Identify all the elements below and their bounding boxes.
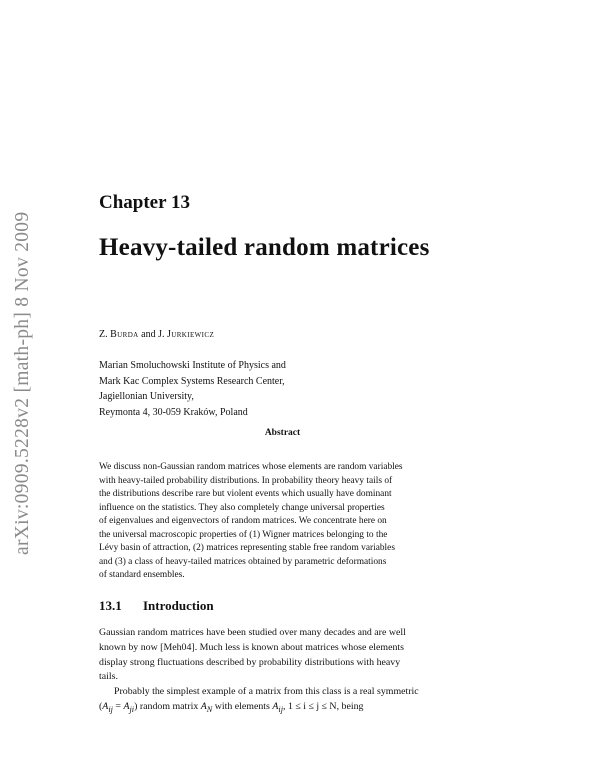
formula-subscript: ji (129, 704, 135, 714)
formula-subscript: ij (278, 704, 283, 714)
formula-text: = (112, 700, 124, 712)
formula-condition: , 1 ≤ i ≤ j ≤ N, (283, 700, 340, 712)
author-second-surname: Jurkiewicz (166, 329, 215, 340)
abstract-line: influence on the statistics. They also completely change universal properties (99, 502, 385, 513)
section-title: Introduction (143, 598, 214, 613)
intro-line: tails. (99, 671, 118, 683)
formula-symbol: A (200, 700, 207, 712)
abstract-line: of standard ensembles. (99, 570, 185, 580)
abstract-line: of eigenvalues and eigenvectors of random matrices. We concentrate here on (99, 516, 387, 526)
author-first-initial: Z. (99, 329, 108, 340)
introduction-body (99, 626, 466, 718)
intro-line: display strong fluctuations described by probability distributions with heavy (99, 656, 401, 668)
author-line (99, 329, 214, 340)
intro-line: Gaussian random matrices have been studied over many decades and are well (99, 627, 406, 638)
intro-line: known by now [Meh04]. Much less is known about matrices whose elements (99, 641, 404, 653)
author-second-initial: J. (158, 329, 165, 340)
formula-symbol: A (102, 700, 109, 712)
formula-text: ( (99, 700, 103, 712)
abstract-line: and (3) a class of heavy-tailed matrices obtained by parametric deformations (99, 556, 387, 567)
arxiv-identifier-stamp: arXiv:0909.5228v2 [math-ph] 8 Nov 2009 (12, 211, 33, 555)
author-conjunction: and (141, 329, 156, 340)
abstract-line: Lévy basin of attraction, (2) matrices representing stable free random variables (99, 543, 395, 553)
formula-symbol: A (123, 700, 130, 712)
intro-line: Probably the simplest example of a matrix from this class is a real symmetric (114, 686, 419, 698)
abstract-line: with heavy-tailed probability distributions. In probability theory heavy tails of (99, 475, 393, 486)
abstract-body (99, 461, 466, 583)
formula-text: with elements (212, 700, 273, 712)
formula-text: being (339, 700, 364, 712)
affiliation-block (99, 358, 286, 420)
intro-formula-line (99, 700, 466, 718)
author-first-surname: Burda (110, 329, 139, 340)
formula-symbol: A (272, 700, 279, 712)
formula-subscript: N (206, 704, 213, 714)
chapter-label: Chapter 13 (99, 192, 190, 213)
affiliation-line: Marian Smoluchowski Institute of Physics and (99, 360, 286, 371)
section-heading (99, 598, 214, 614)
affiliation-line: Mark Kac Complex Systems Research Center, (99, 375, 285, 387)
abstract-heading: Abstract (264, 428, 301, 438)
chapter-title: Heavy-tailed random matrices (99, 234, 430, 261)
section-number: 13.1 (99, 598, 122, 613)
abstract-line: the distributions describe rare but violent events which usually have dominant (99, 489, 392, 499)
formula-text: ) random matrix (134, 700, 201, 712)
affiliation-line: Jagiellonian University, (99, 391, 194, 403)
affiliation-line: Reymonta 4, 30-059 Kraków, Poland (99, 406, 248, 418)
abstract-line: the universal macroscopic properties of (1) Wigner matrices belonging to the (99, 529, 388, 540)
formula-subscript: ij (108, 704, 113, 714)
abstract-line: We discuss non-Gaussian random matrices whose elements are random variables (99, 462, 403, 472)
